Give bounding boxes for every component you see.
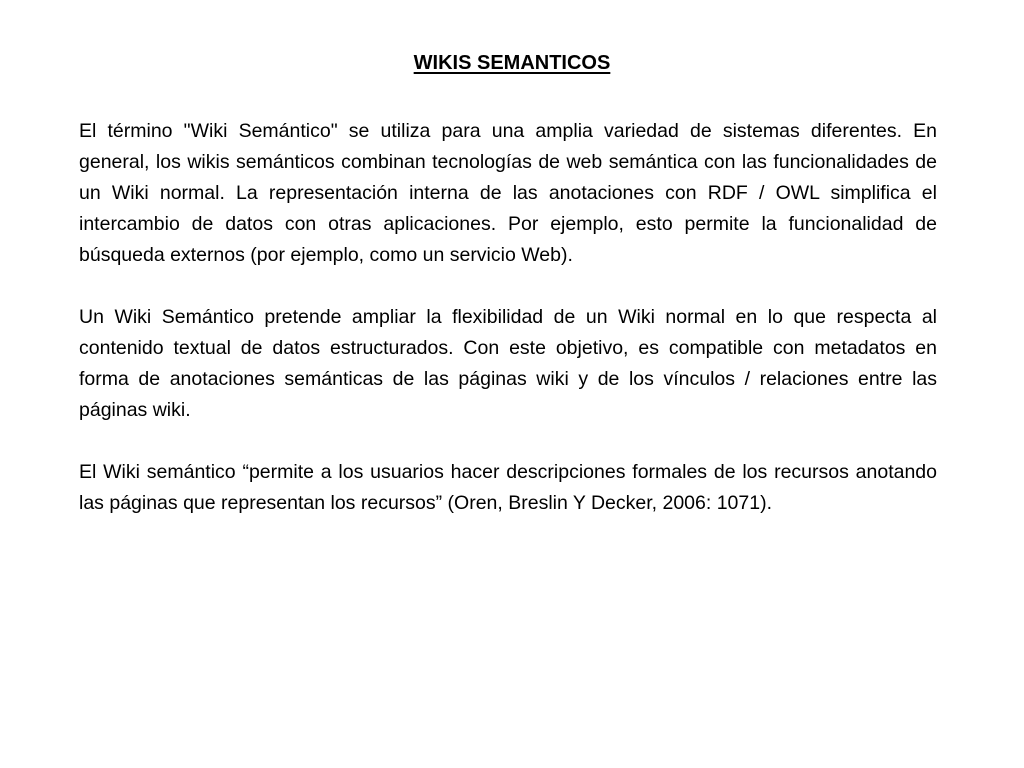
paragraph-3: El Wiki semántico “permite a los usuarios hacer descripciones formales de los recursos anotando las páginas que representan los recursos” (Oren, Breslin Y Decker, 2006: 1071). [79, 461, 937, 514]
slide-body [79, 116, 937, 550]
slide-title: WIKIS SEMANTICOS [413, 52, 611, 74]
paragraph-1: El término "Wiki Semántico" se utiliza para una amplia variedad de sistemas diferentes. En general, los wikis semánticos combinan tecnologías de web semántica con las funcionalidades de un Wiki normal. La representación interna de las anotaciones con RDF / OWL simplifica el intercambio de datos con otras aplicaciones. Por ejemplo, esto permite la funcionalidad de búsqueda externos (por ejemplo, como un servicio Web). [79, 120, 937, 266]
paragraph-2: Un Wiki Semántico pretende ampliar la flexibilidad de un Wiki normal en lo que respecta al contenido textual de datos estructurados. Con este objetivo, es compatible con metadatos en forma de anotaciones semánticas de las páginas wiki y de los vínculos / relaciones entre las páginas wiki. [79, 306, 937, 421]
